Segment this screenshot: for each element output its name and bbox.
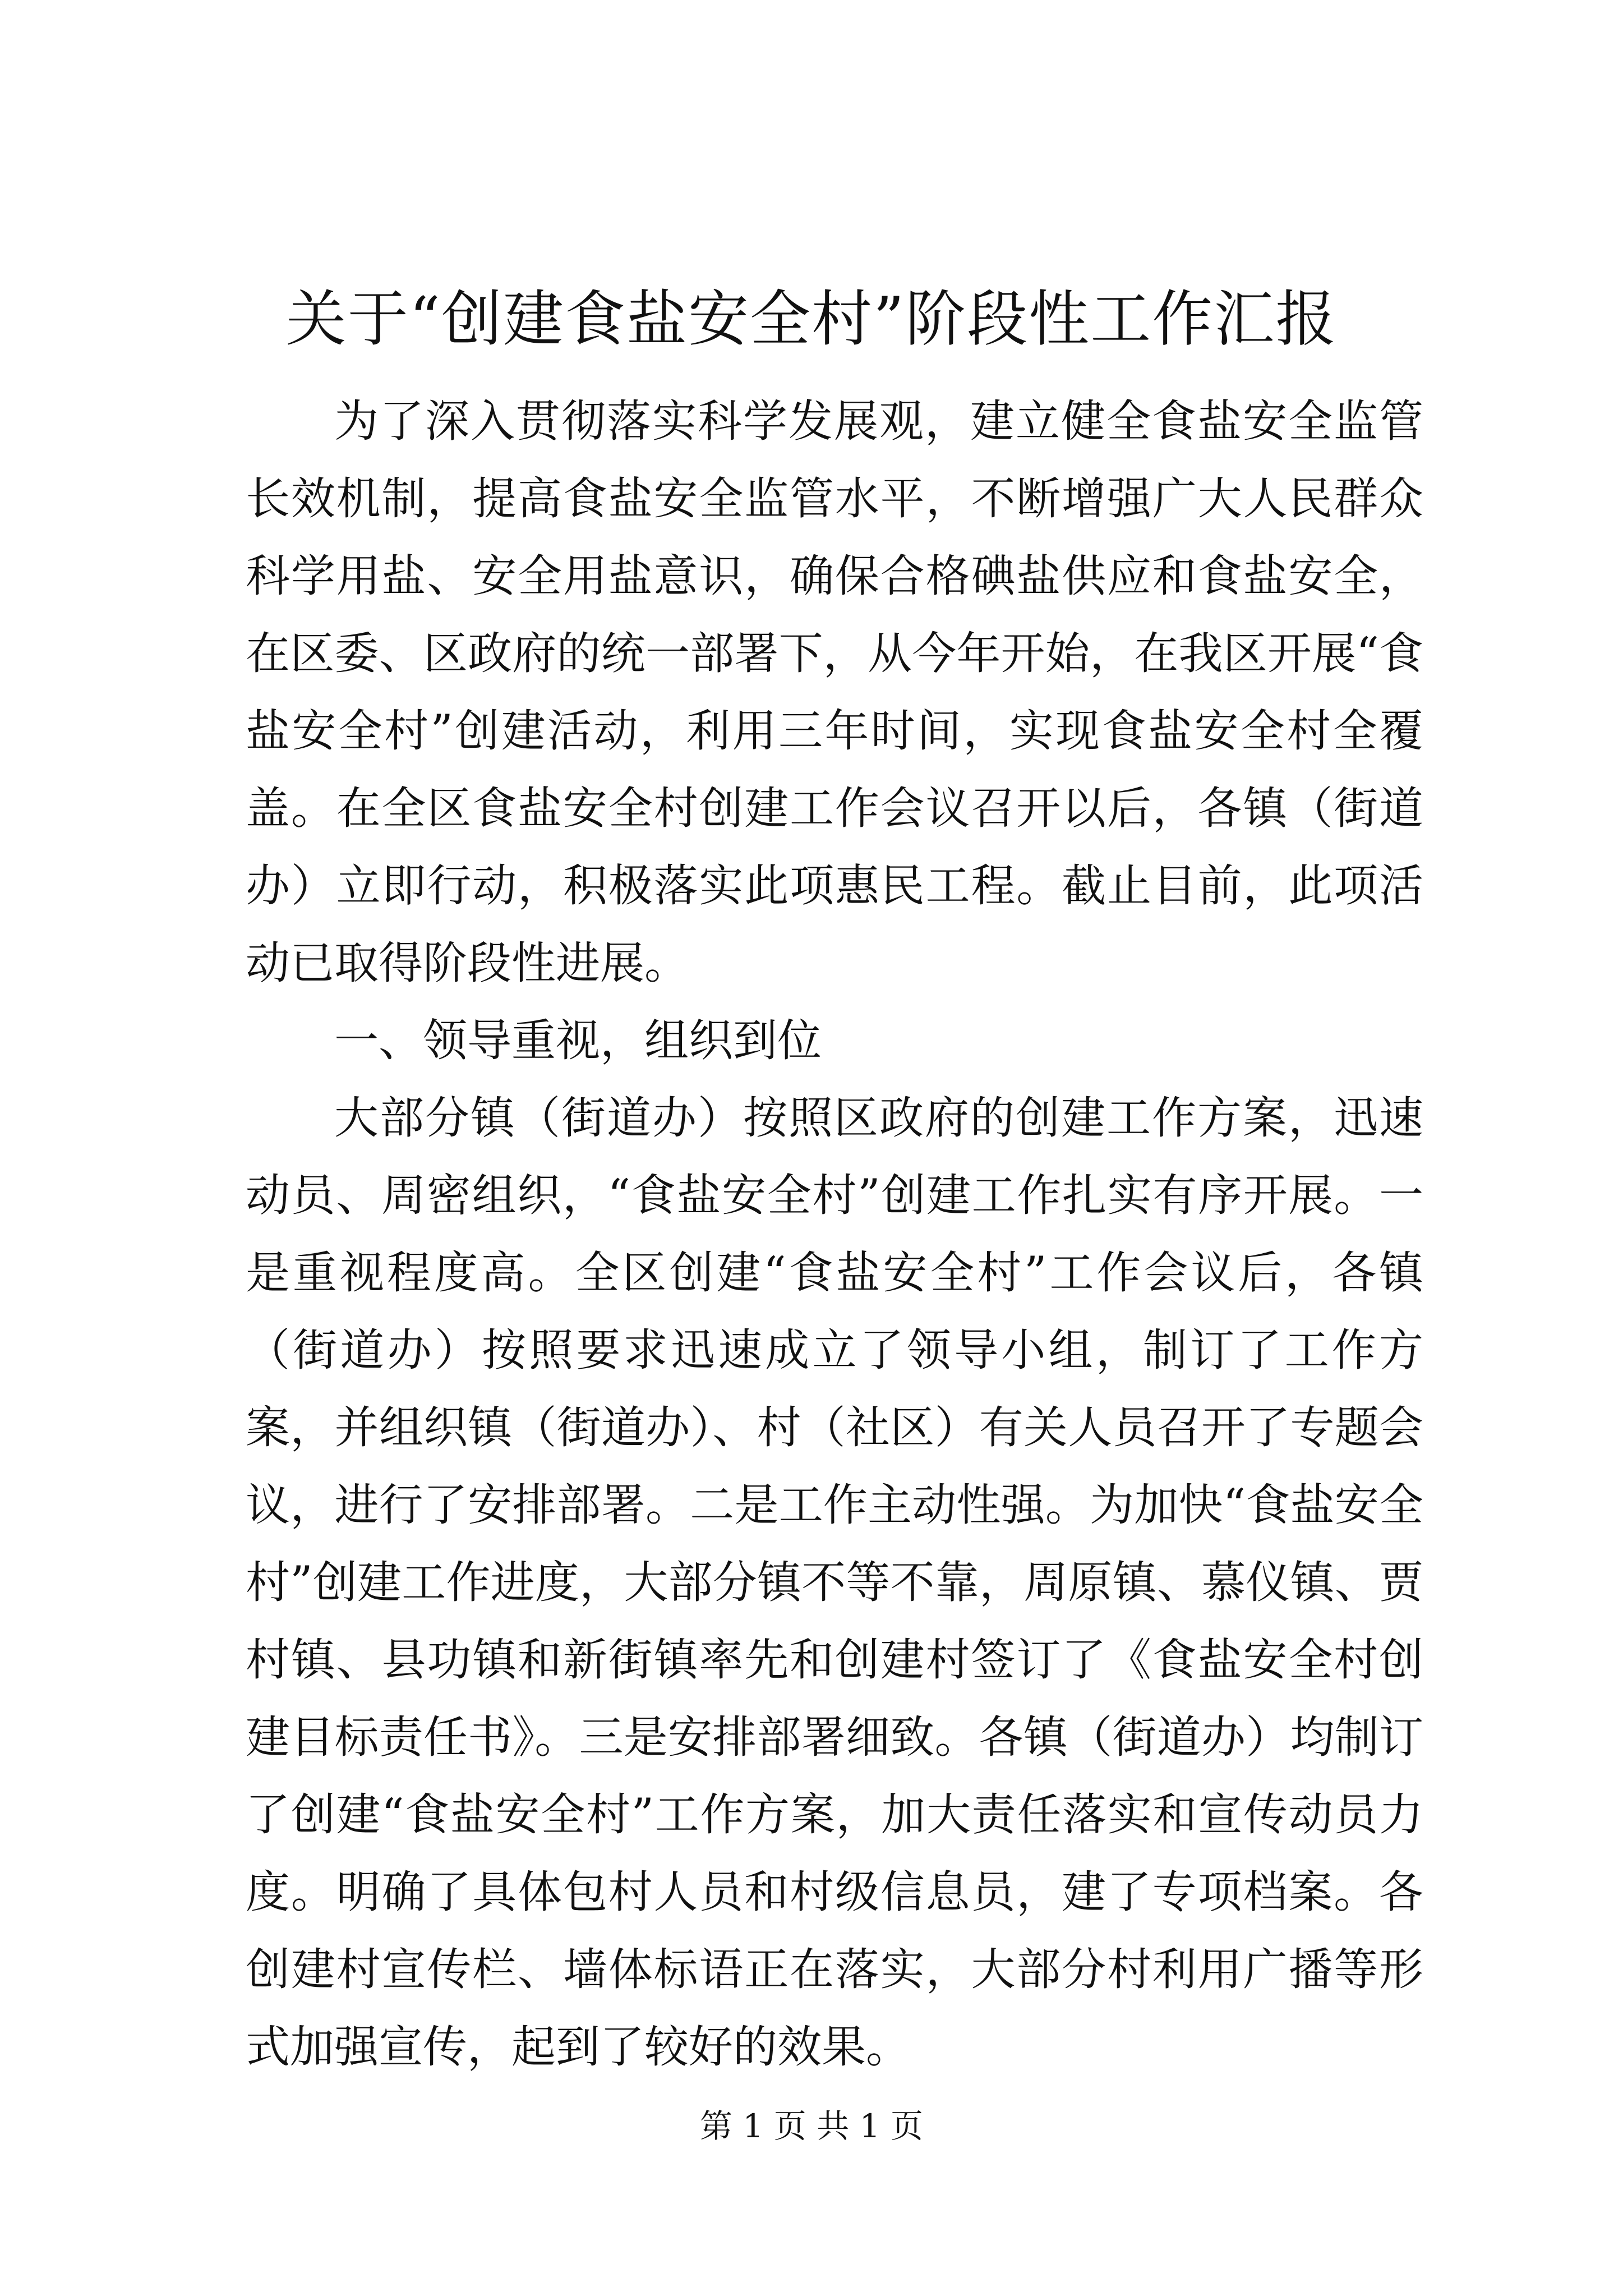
document-title: 关于“创建食盐安全村”阶段性工作汇报	[285, 284, 1338, 355]
document-body	[246, 383, 1423, 2086]
section-paragraph: 大部分镇（街道办）按照区政府的创建工作方案，迅速动员、周密组织，“食盐安全村”创建工作扎实有序开展。一是重视程度高。全区创建“食盐安全村”工作会议后，各镇（街道办）按照要求迅速成立了领导小组，制订了工作方案，并组织镇（街道办）、村（社区）有关人员召开了专题会议，进行了安排部署。二是工作主动性强。为加快“食盐安全村”创建工作进度，大部分镇不等不靠，周原镇、慕仪镇、贾村镇、县功镇和新街镇率先和创建村签订了《食盐安全村创建目标责任书》。三是安排部署细致。各镇（街道办）均制订了创建“食盐安全村”工作方案，加大责任落实和宣传动员力度。明确了具体包村人员和村级信息员，建了专项档案。各创建村宣传栏、墙体标语正在落实，大部分村利用广播等形式加强宣传，起到了较好的效果。	[246, 1092, 1423, 2073]
page-footer: 第 1 页 共 1 页	[700, 2107, 923, 2145]
section-heading: 一、领导重视，组织到位	[334, 1015, 822, 1066]
intro-paragraph: 为了深入贯彻落实科学发展观，建立健全食盐安全监管长效机制，提高食盐安全监管水平，不断增强广大人民群众科学用盐、安全用盐意识，确保合格碘盐供应和食盐安全，在区委、区政府的统一部署下，从今年开始，在我区开展“食盐安全村”创建活动，利用三年时间，实现食盐安全村全覆盖。在全区食盐安全村创建工作会议召开以后，各镇（街道办）立即行动，积极落实此项惠民工程。截止目前，此项活动已取得阶段性进展。	[246, 395, 1423, 989]
